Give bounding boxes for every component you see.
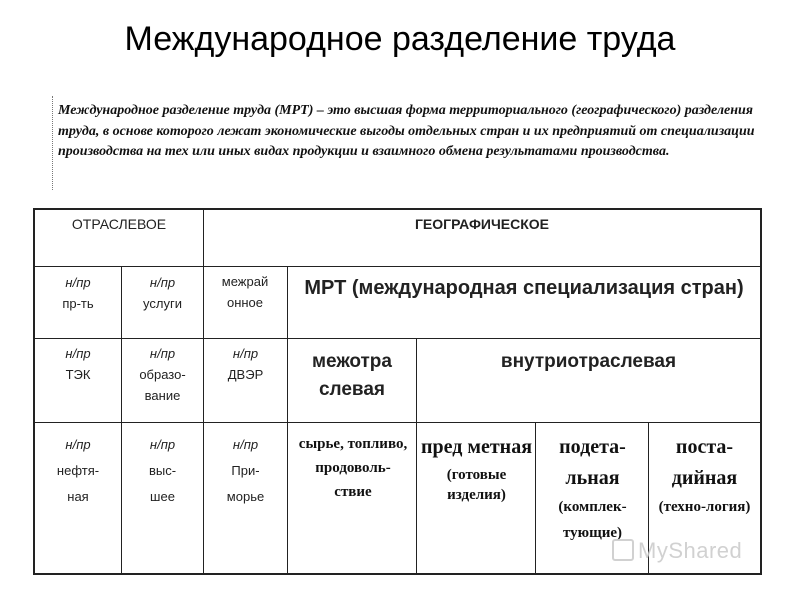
row3-col1 (35, 343, 121, 385)
col-divider-3 (287, 266, 288, 573)
row4-col3-top: н/пр (232, 437, 259, 452)
row2-col1 (35, 272, 121, 314)
row3-col3-bottom: ДВЭР (227, 367, 264, 382)
watermark-text: MyShared (638, 538, 743, 563)
watermark-logo-icon (612, 539, 634, 561)
row3-col3-top: н/пр (232, 346, 259, 361)
watermark (612, 538, 742, 564)
row4-col2-top: н/пр (149, 437, 176, 452)
subject-specialization (418, 432, 535, 505)
definition-text: Международное разделение труда (МРТ) – это высшая форма территориального (географического) разделения труда, в основе которого лежат экономические выгоды отдельных стран и их предприятий от специализации производства на тех или иных видах продукции и взаимного обмена результатами производства. (58, 103, 755, 159)
raw-materials: сырье, топливо, продоволь-ствие (298, 436, 408, 500)
row-divider-2 (35, 338, 760, 339)
detail-specialization (537, 432, 648, 546)
row2-col1-top: н/пр (65, 275, 91, 290)
row4-col3 (204, 432, 287, 510)
row2-col2-top: н/пр (149, 275, 176, 290)
row3-col1-bottom: ТЭК (65, 367, 91, 382)
row2-col2-bottom: услуги (143, 296, 182, 311)
subject-main: пред метная (420, 436, 533, 458)
row3-col2-bottom: образо-вание (139, 367, 186, 403)
row2-col2 (122, 272, 203, 314)
header-geographic: ГЕОГРАФИЧЕСКОЕ (414, 216, 550, 232)
row3-col2-top: н/пр (149, 346, 176, 361)
row-divider-1 (35, 266, 760, 267)
row4-col1 (35, 432, 121, 510)
stage-main: поста-дийная (671, 436, 738, 489)
row4-col3-bottom: морье (226, 489, 265, 504)
detail-main: подета-льная (559, 436, 626, 489)
intersectoral: межотра слевая (312, 351, 392, 400)
row4-col2 (122, 432, 203, 510)
page-title: Международное разделение труда (124, 20, 676, 58)
intrasectoral: внутриотраслевая (500, 351, 677, 372)
division-table (33, 208, 762, 575)
row3-col3 (204, 343, 287, 385)
detail-sub: (комплек-тующие) (558, 499, 627, 541)
row4-col2-bottom: шее (150, 489, 175, 504)
row3-col1-top: н/пр (65, 346, 91, 361)
definition-border (52, 96, 53, 190)
row4-col2-mid: выс- (148, 463, 177, 478)
row4-col1-mid: нефтя- (56, 463, 100, 478)
mrt-specialization: МРТ (международная специализация стран) (304, 277, 744, 299)
row4-col1-top: н/пр (65, 437, 91, 452)
col-divider-row4a (535, 422, 536, 573)
subject-sub: (готовые изделия) (446, 467, 507, 503)
stage-specialization (649, 432, 760, 520)
row4-col3-mid: При- (231, 463, 260, 478)
row-divider-3 (35, 422, 760, 423)
row2-col1-bottom: пр-ть (62, 296, 94, 311)
header-sectoral: ОТРАСЛЕВОЕ (71, 216, 167, 232)
col-divider-header (203, 210, 204, 573)
row4-col1-bottom: ная (67, 489, 89, 504)
row2-col3: межрай онное (221, 274, 269, 310)
stage-sub: (техно-логия) (658, 499, 751, 515)
row3-col2 (122, 343, 203, 406)
